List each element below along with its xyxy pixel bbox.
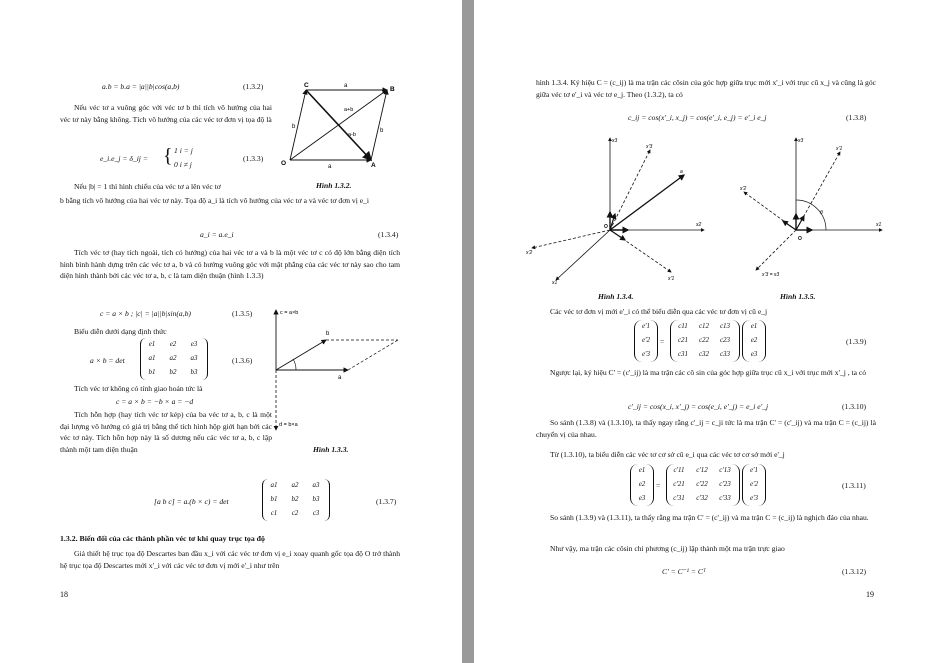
- vector-cell: e1: [750, 322, 758, 330]
- label-O: O: [281, 160, 287, 167]
- equation-number: (1.3.6): [232, 356, 253, 365]
- matrix-cell: a2: [291, 481, 299, 489]
- svg-text:x'1: x'1: [836, 146, 843, 152]
- figure-1-3-4-axes-rotation: [526, 130, 712, 288]
- equation-1-3-2: a.b = b.a = |a||b|cos(a,b): [102, 82, 180, 91]
- matrix-cell: c21: [677, 336, 689, 344]
- matrix-cell: b1: [270, 495, 278, 503]
- vector-cell: e1: [638, 466, 646, 474]
- matrix-cell: a2: [169, 354, 177, 362]
- matrix-cell: a3: [190, 354, 198, 362]
- label-A: A: [371, 162, 376, 169]
- equation-1-3-7: [a b c] = a.(b × c) = det: [154, 497, 229, 506]
- equation-number: (1.3.4): [378, 230, 399, 239]
- equation-1-3-4: a_i = a.e_i: [200, 230, 234, 239]
- label-b-right: b: [380, 128, 384, 134]
- paragraph: Từ (1.3.10), ta biểu diễn các véc tơ cơ sở cũ e_i qua các véc tơ cơ sở mới e'_j: [550, 450, 785, 459]
- equation-number: (1.3.7): [376, 497, 397, 506]
- matrix-cell: e2: [169, 340, 177, 348]
- vector-cell: e2: [750, 336, 758, 344]
- determinant-matrix: [262, 479, 330, 521]
- label-a: a: [338, 375, 342, 381]
- matrix-cell: c'12: [696, 466, 708, 474]
- label-sum: a+b: [344, 107, 354, 113]
- equation-anticommutative: c = a × b = −b × a = −d: [116, 397, 194, 406]
- matrix-cell: c12: [698, 322, 710, 330]
- vector-cell: e'2: [641, 336, 651, 344]
- label-b: b: [326, 331, 330, 337]
- matrix-cell: b2: [169, 368, 177, 376]
- svg-text:O: O: [604, 224, 608, 230]
- label-a-top: a: [344, 83, 348, 89]
- matrix-cell: a1: [270, 481, 278, 489]
- matrix-cell: c1: [270, 509, 278, 517]
- svg-text:θ: θ: [820, 210, 823, 216]
- matrix-cell: b3: [190, 368, 198, 376]
- svg-text:x'3 = x3: x'3 = x3: [762, 272, 780, 278]
- svg-text:x3: x3: [798, 138, 804, 144]
- page-number: 19: [866, 590, 874, 599]
- column-vector: [742, 464, 766, 506]
- label-B: B: [390, 86, 395, 93]
- matrix-cell: c2: [291, 509, 299, 517]
- equation-1-3-6: a × b = det: [90, 356, 125, 365]
- matrix-cell: c11: [678, 322, 688, 330]
- matrix-cell: a3: [312, 481, 320, 489]
- equation-1-3-12: C' = C⁻¹ = Cᵀ: [662, 567, 706, 576]
- label-diff: a-b: [348, 132, 356, 138]
- matrix-cell: e3: [190, 340, 198, 348]
- label-c: c = a×b: [280, 310, 299, 316]
- matrix-cell: c'33: [719, 494, 731, 502]
- paragraph: Giả thiết hệ trục tọa độ Descartes ban đầu x_i với các véc tơ đơn vị e_i xoay quanh gốc tọa độ O trở thành hệ trục tọa độ Descartes mới x'_i với các véc tơ đơn vị mới e'_i như trên: [60, 549, 400, 570]
- case-line: 1 i = j: [174, 146, 193, 155]
- paragraph: Các véc tơ đơn vị mới e'_i có thể biểu diễn qua các véc tơ đơn vị cũ e_j: [550, 307, 768, 316]
- svg-text:x'2: x'2: [740, 186, 747, 192]
- matrix-cell: c22: [698, 336, 710, 344]
- equation-number: (1.3.5): [232, 309, 253, 318]
- vector-cell: e'2: [749, 480, 759, 488]
- matrix-cell: b3: [312, 495, 320, 503]
- column-vector: [742, 320, 766, 362]
- inverse-cosine-matrix: [666, 464, 740, 506]
- matrix-cell: c31: [677, 350, 689, 358]
- svg-text:O: O: [798, 236, 802, 242]
- paragraph: Tích véc tơ không có tính giao hoán tức là: [74, 384, 203, 393]
- paragraph: Nếu |b| = 1 thì hình chiếu của véc tơ a lên véc tơ: [74, 182, 221, 191]
- paragraph: So sánh (1.3.9) và (1.3.11), ta thấy rằng ma trận C' = (c'_ij) và ma trận C = (c_ij) là nghịch đảo của nhau.: [550, 513, 869, 522]
- equals-sign: =: [660, 337, 665, 346]
- vector-cell: e3: [638, 494, 646, 502]
- svg-text:x1: x1: [552, 280, 558, 286]
- svg-text:x'2: x'2: [526, 250, 533, 256]
- section-heading: 1.3.2. Biến đổi của các thành phần véc tơ khi quay trục tọa độ: [60, 534, 265, 543]
- equation-number: (1.3.9): [846, 337, 867, 346]
- svg-text:x'1: x'1: [668, 276, 675, 282]
- figure-caption: Hình 1.3.4.: [598, 292, 634, 301]
- figure-caption: Hình 1.3.2.: [316, 181, 352, 190]
- equation-number: (1.3.2): [243, 82, 264, 91]
- right-page: [474, 0, 936, 663]
- equation-1-3-8: c_ij = cos(x'_i, x_j) = cos(e'_i, e_j) = e'_i e_j: [628, 113, 767, 122]
- column-vector: [634, 320, 658, 362]
- page-number: 18: [60, 590, 68, 599]
- svg-text:x2: x2: [696, 222, 702, 228]
- equation-1-3-10: c'_ij = cos(x_i, x'_j) = cos(e_i, e'_j) = e_i e'_j: [628, 402, 769, 411]
- figure-1-3-3-cross-product: [268, 304, 408, 436]
- vector-cell: e2: [638, 480, 646, 488]
- svg-text:x3: x3: [612, 138, 618, 144]
- vector-cell: e3: [750, 350, 758, 358]
- case-line: 0 i ≠ j: [174, 160, 192, 169]
- matrix-cell: c'32: [696, 494, 708, 502]
- equation-number: (1.3.12): [842, 567, 867, 576]
- figure-caption: Hình 1.3.5.: [780, 292, 816, 301]
- equation-number: (1.3.11): [842, 481, 866, 490]
- determinant-matrix: [140, 338, 208, 380]
- matrix-cell: c13: [719, 322, 731, 330]
- matrix-cell: c33: [719, 350, 731, 358]
- svg-text:x1: x1: [876, 222, 882, 228]
- paragraph: Tích hỗn hợp (hay tích véc tơ kép) của ba véc tơ a, b, c là một đại lượng vô hướng có giá trị bằng thể tích hình hộp giới hạn bởi các véc tơ này. Tích hỗn hợp này là số dương nếu các véc tơ a, b, c lập thành một tam diện thuận: [60, 410, 272, 454]
- vector-cell: e'1: [641, 322, 651, 330]
- figure-1-3-5-plane-rotation: [736, 130, 886, 288]
- column-vector: [630, 464, 654, 506]
- left-page: [0, 0, 462, 663]
- label-d: d = b×a: [279, 422, 298, 428]
- label-a-bottom: a: [328, 164, 332, 170]
- matrix-cell: c'11: [673, 466, 685, 474]
- matrix-cell: b1: [148, 368, 156, 376]
- matrix-cell: b2: [291, 495, 299, 503]
- matrix-cell: a1: [148, 354, 156, 362]
- equation-number: (1.3.8): [846, 113, 867, 122]
- figure-caption: Hình 1.3.3.: [313, 445, 349, 454]
- matrix-cell: e1: [148, 340, 156, 348]
- matrix-cell: c'23: [719, 480, 731, 488]
- cosine-matrix: [670, 320, 740, 362]
- paragraph: Biểu diễn dưới dạng định thức: [74, 327, 167, 336]
- brace: {: [163, 145, 173, 167]
- paragraph: So sánh (1.3.8) và (1.3.10), ta thấy ngay rằng c'_ij = c_ji tức là ma trận C' = (c'_ij) và ma trận C = (c_ij) là chuyển vị của nhau.: [536, 418, 876, 439]
- label-C: C: [304, 82, 309, 89]
- equation-number: (1.3.3): [243, 154, 264, 163]
- svg-text:x'3: x'3: [646, 144, 653, 150]
- equation-1-3-3: e_i.e_j = δ_ij =: [100, 154, 148, 163]
- matrix-cell: c'31: [673, 494, 685, 502]
- figure-1-3-2-parallelogram: [280, 78, 400, 173]
- vector-cell: e'3: [641, 350, 651, 358]
- paragraph: Tích véc tơ (hay tích ngoài, tích có hướng) của hai véc tơ a và b là một véc tơ c có độ lớn bằng diện tích hình bình hành dựng trên các véc tơ a, b và có hướng vuông góc với mặt phẳng của các véc tơ này sao cho tam diện hình thành bởi các véc tơ a, b, c là tam diện thuận (hình 1.3.3): [60, 248, 400, 280]
- label-b-left: b: [292, 124, 296, 130]
- equation-number: (1.3.10): [842, 402, 867, 411]
- paragraph: Ngược lại, ký hiệu C' = (c'_ij) là ma trận các cô sin của góc hợp giữa trục cũ x_i với trục mới x'_j , ta có: [550, 368, 867, 377]
- svg-text:a: a: [680, 169, 683, 175]
- matrix-cell: c3: [312, 509, 320, 517]
- matrix-cell: c23: [719, 336, 731, 344]
- equals-sign: =: [656, 481, 661, 490]
- matrix-cell: c'22: [696, 480, 708, 488]
- paragraph: hình 1.3.4. Ký hiệu C = (c_ij) là ma trận các côsin của góc hợp giữa trục mới x'_i với trục cũ x_j và cũng là góc giữa véc tơ e'_i và véc tơ e_j. Theo (1.3.2), ta có: [536, 78, 876, 99]
- vector-cell: e'3: [749, 494, 759, 502]
- matrix-cell: c32: [698, 350, 710, 358]
- equation-1-3-5: c = a × b ; |c| = |a||b|sin(a,b): [100, 309, 191, 318]
- matrix-cell: c'21: [673, 480, 685, 488]
- paragraph: b bằng tích vô hướng của hai véc tơ này. Tọa độ a_i là tích vô hướng của véc tơ a và véc tơ đơn vị e_i: [60, 196, 369, 205]
- vector-cell: e'1: [749, 466, 759, 474]
- paragraph: Nếu véc tơ a vuông góc với véc tơ b thì tích vô hướng của hai véc tơ này bằng không. Tích vô hướng của các véc tơ đơn vị tọa độ là: [60, 103, 272, 124]
- paragraph: Như vậy, ma trận các côsin chỉ phương (c_ij) lập thành một ma trận trực giao: [550, 544, 785, 553]
- matrix-cell: c'13: [719, 466, 731, 474]
